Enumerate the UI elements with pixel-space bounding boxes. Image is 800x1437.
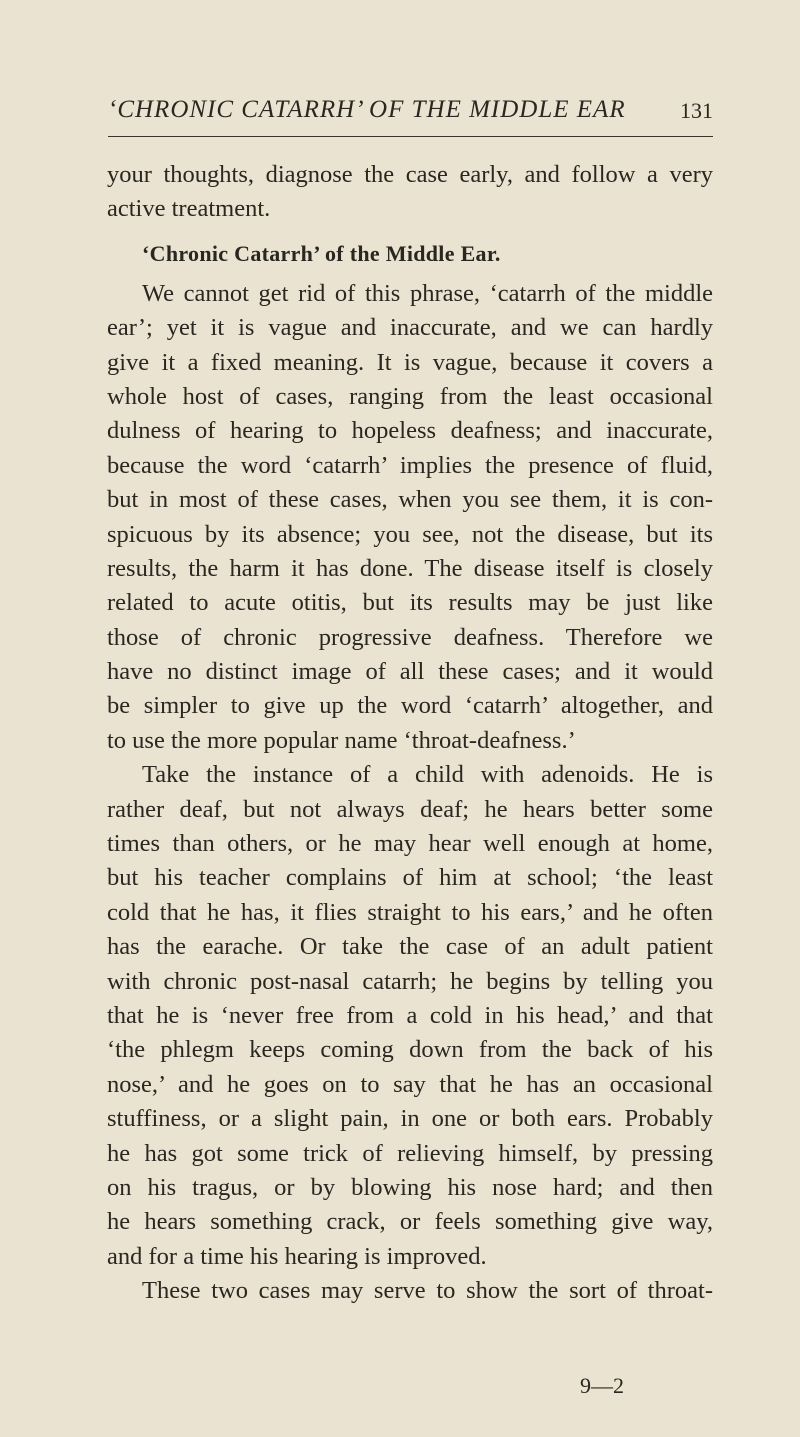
text-line: stuffiness, or a slight pain, in one or both ears. Probably (107, 1105, 713, 1133)
text-line: he hears something crack, or feels something give way, (107, 1208, 713, 1236)
text-line: to use the more popular name ‘throat-deafness.’ (107, 726, 576, 754)
text-line: has the earache. Or take the case of an adult patient (107, 933, 713, 961)
text-line: ‘the phlegm keeps coming down from the back of his (107, 1036, 713, 1064)
text-line: on his tragus, or by blowing his nose hard; and then (107, 1173, 713, 1201)
text-line: that he is ‘never free from a cold in his head,’ and that (107, 1001, 713, 1029)
text-line: ear’; yet it is vague and inaccurate, and we can hardly (107, 314, 713, 342)
text-line: nose,’ and he goes on to say that he has an occasional (107, 1070, 713, 1098)
text-line: cold that he has, it flies straight to his ears,’ and he often (107, 898, 713, 926)
text-line: times than others, or he may hear well enough at home, (107, 830, 713, 858)
text-line: with chronic post-nasal catarrh; he begins by telling you (107, 967, 713, 995)
text-line: give it a fixed meaning. It is vague, because it covers a (107, 348, 713, 376)
paragraph-examples (107, 758, 713, 1274)
signature-mark: 9—2 (580, 1373, 624, 1398)
text-line: but his teacher complains of him at school; ‘the least (107, 864, 713, 892)
text-line: be simpler to give up the word ‘catarrh’ altogether, and (107, 692, 713, 720)
running-head (108, 96, 713, 137)
text-line: These two cases may serve to show the sort of throat- (142, 1277, 713, 1305)
text-line: results, the harm it has done. The disease itself is closely (107, 554, 713, 582)
text-line: your thoughts, diagnose the case early, and follow a very (107, 161, 713, 188)
intro-paragraph (107, 158, 713, 227)
text-line: he has got some trick of relieving himself, by pressing (107, 1139, 713, 1167)
page-number: 131 (680, 98, 713, 123)
paragraph-catarrh-definition (107, 277, 713, 758)
text-line: active treatment. (107, 195, 271, 223)
text-line: related to acute otitis, but its results may be just like (107, 589, 713, 617)
text-line: spicuous by its absence; you see, not the disease, but its (107, 520, 713, 548)
text-line: because the word ‘catarrh’ implies the presence of fluid, (107, 451, 713, 479)
section-heading: ‘Chronic Catarrh’ of the Middle Ear. (142, 240, 501, 266)
text-line: rather deaf, but not always deaf; he hears better some (107, 795, 713, 823)
text-line: those of chronic progressive deafness. Therefore we (107, 623, 713, 651)
text-line: have no distinct image of all these cases; and it would (107, 658, 713, 686)
text-line: dulness of hearing to hopeless deafness; and inaccurate, (107, 417, 713, 445)
text-line: and for a time his hearing is improved. (107, 1242, 487, 1270)
running-title: ‘CHRONIC CATARRH’ OF THE MIDDLE EAR (108, 96, 626, 123)
text-line: but in most of these cases, when you see them, it is con- (107, 486, 713, 514)
paragraph-conclusion (107, 1274, 713, 1308)
text-line: Take the instance of a child with adenoids. He is (142, 761, 713, 789)
text-line: whole host of cases, ranging from the least occasional (107, 382, 713, 410)
body-text (107, 158, 713, 1309)
text-line: We cannot get rid of this phrase, ‘catarrh of the middle (142, 279, 713, 307)
